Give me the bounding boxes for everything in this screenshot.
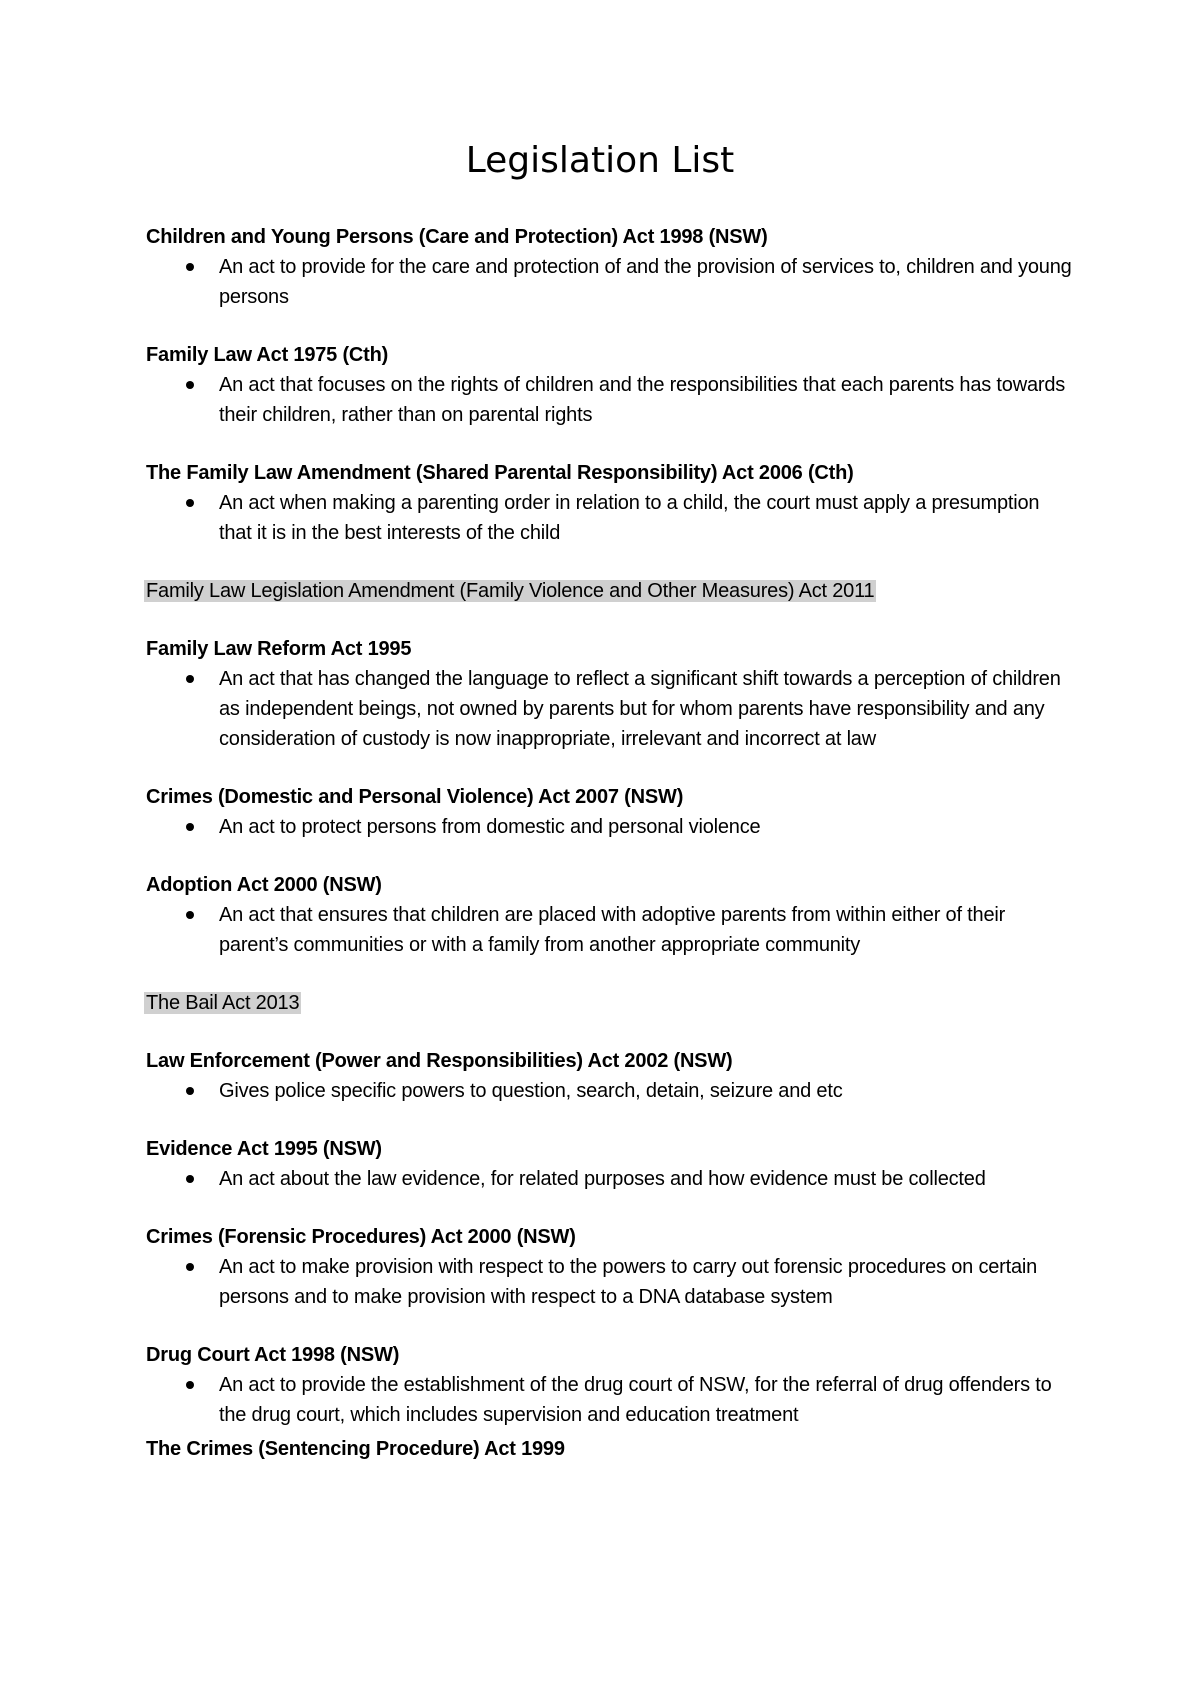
- act-description-list: [146, 370, 1076, 430]
- act-description: An act to provide for the care and protection of and the provision of services to, children and young persons: [146, 252, 1076, 312]
- act-description-list: [146, 1164, 1076, 1194]
- act-description-list: [146, 1252, 1076, 1312]
- act-description-list: [146, 1370, 1076, 1430]
- act-description-list: [146, 1076, 1076, 1106]
- act-description: An act that focuses on the rights of children and the responsibilities that each parents has towards their children, rather than on parental rights: [146, 370, 1076, 430]
- legislation-entry: [146, 1134, 1076, 1194]
- act-description: An act about the law evidence, for related purposes and how evidence must be collected: [146, 1164, 1076, 1194]
- act-description: An act that has changed the language to reflect a significant shift towards a perception of children as independent beings, not owned by parents but for whom parents have responsibility and any consideration of custody is now inappropriate, irrelevant and incorrect at law: [146, 664, 1076, 754]
- legislation-entry: [146, 988, 1076, 1018]
- act-description: An act that ensures that children are placed with adoptive parents from within either of their parent’s communities or with a family from another appropriate community: [146, 900, 1076, 960]
- act-description-list: [146, 488, 1076, 548]
- act-heading: Family Law Act 1975 (Cth): [146, 344, 389, 366]
- act-description-list: [146, 664, 1076, 754]
- legislation-entry: [146, 458, 1076, 548]
- act-description: An act to provide the establishment of the drug court of NSW, for the referral of drug offenders to the drug court, which includes supervision and education treatment: [146, 1370, 1076, 1430]
- act-heading: The Crimes (Sentencing Procedure) Act 1999: [146, 1438, 565, 1460]
- legislation-entry: [146, 782, 1076, 842]
- legislation-list: [146, 222, 1076, 1492]
- act-description-list: [146, 812, 1076, 842]
- act-heading: Law Enforcement (Power and Responsibilities) Act 2002 (NSW): [146, 1050, 733, 1072]
- highlighted-text: Family Law Legislation Amendment (Family Violence and Other Measures) Act 2011: [146, 580, 875, 602]
- act-heading: Evidence Act 1995 (NSW): [146, 1138, 382, 1160]
- act-description-list: [146, 900, 1076, 960]
- act-heading: The Family Law Amendment (Shared Parental Responsibility) Act 2006 (Cth): [146, 462, 854, 484]
- act-description: An act to protect persons from domestic and personal violence: [146, 812, 1076, 842]
- act-heading: Adoption Act 2000 (NSW): [146, 874, 382, 896]
- act-description: An act when making a parenting order in relation to a child, the court must apply a presumption that it is in the best interests of the child: [146, 488, 1076, 548]
- highlighted-text: The Bail Act 2013: [146, 992, 300, 1014]
- legislation-entry: [146, 870, 1076, 960]
- legislation-entry: [146, 634, 1076, 754]
- act-heading: Crimes (Domestic and Personal Violence) Act 2007 (NSW): [146, 786, 684, 808]
- legislation-entry: [146, 340, 1076, 430]
- act-heading: Crimes (Forensic Procedures) Act 2000 (NSW): [146, 1226, 576, 1248]
- legislation-entry: [146, 1434, 1076, 1464]
- legislation-entry: [146, 1046, 1076, 1106]
- act-heading: Drug Court Act 1998 (NSW): [146, 1344, 400, 1366]
- document-title: Legislation List: [465, 140, 735, 181]
- act-heading-highlighted: [146, 576, 1076, 606]
- legislation-entry: [146, 1222, 1076, 1312]
- act-heading: Family Law Reform Act 1995: [146, 638, 412, 660]
- act-heading-highlighted: [146, 988, 1076, 1018]
- legislation-entry: [146, 1340, 1076, 1430]
- act-description: Gives police specific powers to question, search, detain, seizure and etc: [146, 1076, 1076, 1106]
- act-description: An act to make provision with respect to the powers to carry out forensic procedures on certain persons and to make provision with respect to a DNA database system: [146, 1252, 1076, 1312]
- act-heading: Children and Young Persons (Care and Protection) Act 1998 (NSW): [146, 226, 768, 248]
- act-description-list: [146, 252, 1076, 312]
- legislation-entry: [146, 222, 1076, 312]
- legislation-entry: [146, 576, 1076, 606]
